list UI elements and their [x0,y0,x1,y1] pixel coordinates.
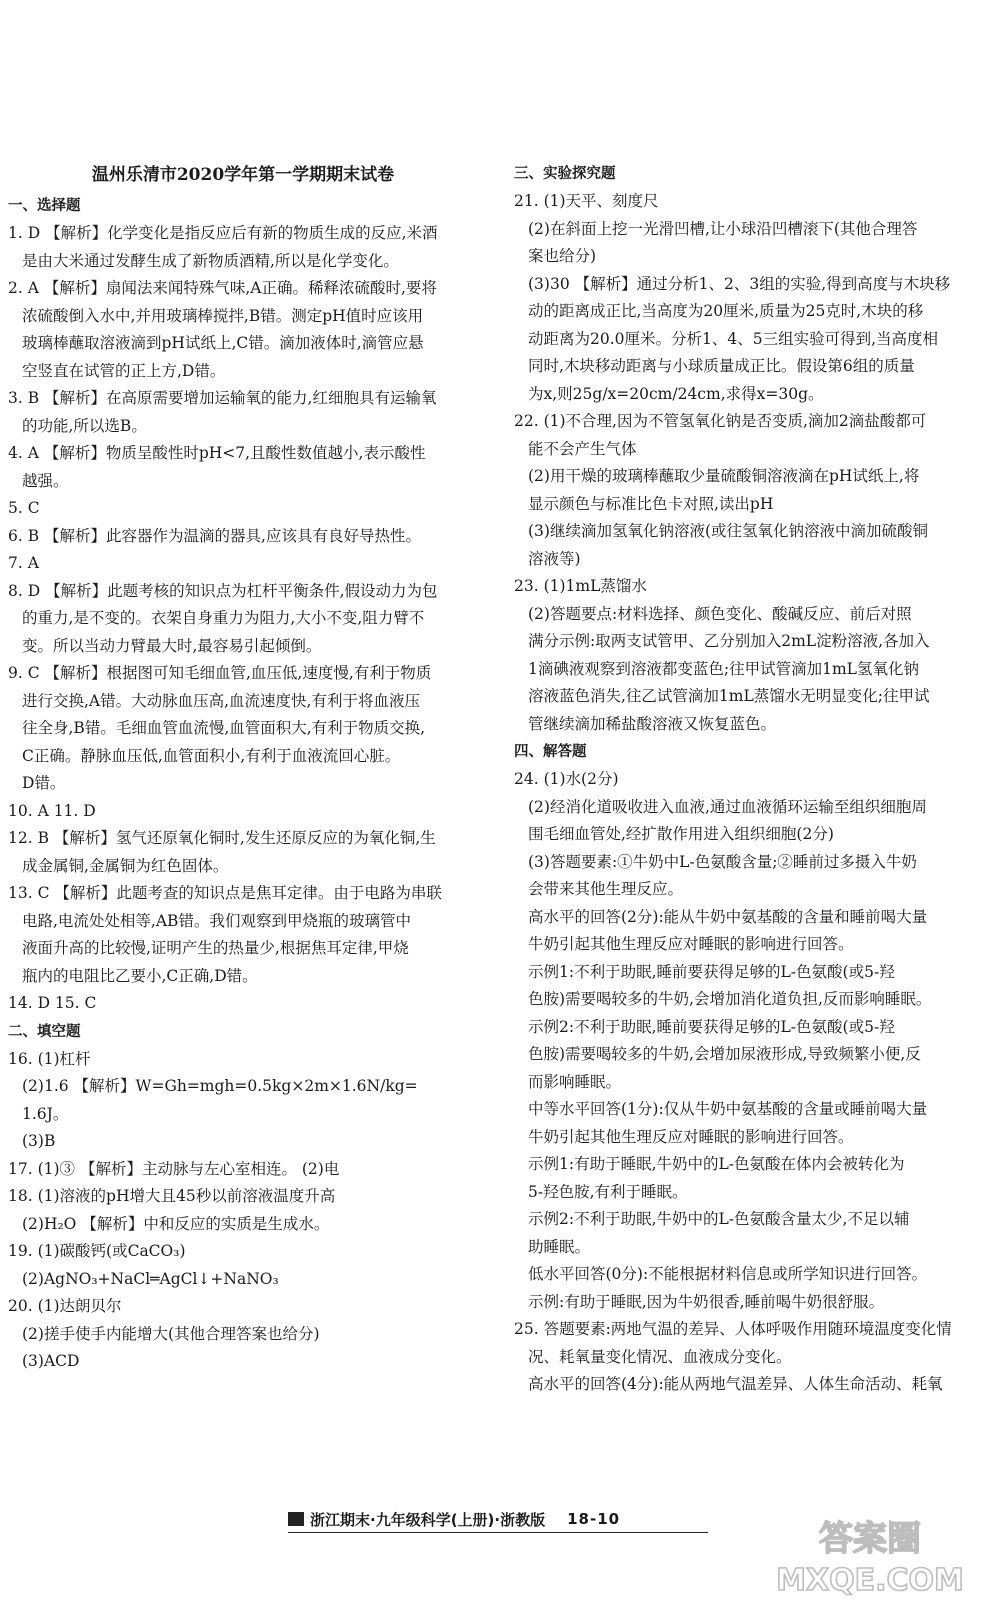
question-line: 12. B 【解析】氢气还原氧化铜时,发生还原反应的为氧化铜,生 [8,829,436,847]
answer-line: 往全身,B错。毛细血管血流慢,血管面积大,有利于物质交换, [22,719,426,737]
answer-line: 同时,木块移动距离与小球质量成正比。假设第6组的质量 [528,357,915,375]
answer-line: 溶液蓝色消失,往乙试管滴加1mL蒸馏水无明显变化;往甲试 [528,687,930,705]
page-number: 18-10 [567,1510,621,1528]
question-line: 22. (1)不合理,因为不管氢氧化钠是否变质,滴加2滴盐酸都可 [514,412,927,430]
section-heading: 二、填空题 [8,1023,81,1040]
answer-line: 进行交换,A错。大动脉血压高,血流速度快,有利于将血液压 [22,691,420,710]
answer-line: C正确。静脉血压低,血管面积小,有利于血液流回心脏。 [22,746,401,765]
watermark-url: MXQE.COM [776,1563,964,1598]
answer-line: 中等水平回答(1分):仅从牛奶中氨基酸的含量或睡前喝大量 [528,1100,928,1118]
answer-line: 动的距离成正比,当高度为20厘米,质量为25克时,木块的移 [528,302,924,320]
right-column-body [514,160,988,1399]
answer-line: 满分示例:取两支试管甲、乙分别加入2mL淀粉溶液,各加入 [528,632,930,650]
right-column [514,160,988,1399]
answer-line: (3)30 【解析】通过分析1、2、3组的实验,得到高度与木块移 [528,274,951,293]
answer-line: (2)1.6 【解析】W=Gh=mgh=0.5kg×2m×1.6N/kg= [22,1077,418,1095]
answer-line: 高水平的回答(4分):能从两地气温差异、人体生命活动、耗氧 [528,1375,943,1393]
answer-line: (2)用干燥的玻璃棒蘸取少量硫酸铜溶液滴在pH试纸上,将 [528,467,920,485]
answer-line: (2)经消化道吸收进入血液,通过血液循环运输至组织细胞周 [528,797,927,816]
left-column [8,160,478,1376]
answer-line: 空竖直在试管的正上方,D错。 [22,361,226,380]
question-line: 23. (1)1mL蒸馏水 [514,577,647,595]
answer-line: 1.6J。 [22,1104,69,1123]
answer-line: 示例1:不利于助眠,睡前要获得足够的L-色氨酸(或5-羟 [528,962,895,981]
answer-line: (2)搓手使手内能增大(其他合理答案也给分) [22,1324,320,1343]
answer-line: 变。所以当动力臂最大时,最容易引起倾倒。 [22,636,322,655]
answer-line: (3)答题要素:①牛奶中L-色氨酸含量;②睡前过多摄入牛奶 [528,852,917,871]
question-line: 5. C [8,499,40,517]
question-line: 1. D 【解析】化学变化是指反应后有新的物质生成的反应,米酒 [8,224,438,242]
answer-line: 显示颜色与标准比色卡对照,读出pH [528,494,774,513]
answer-line: 能不会产生气体 [528,439,637,458]
section-heading: 三、实验探究题 [514,166,616,182]
question-line: 2. A 【解析】扇闻法来闻特殊气味,A正确。稀释浓硫酸时,要将 [8,279,437,297]
answer-line: 浓硫酸倒入水中,并用玻璃棒搅拌,B错。测定pH值时应该用 [22,306,424,325]
answer-line: 色胺)需要喝较多的牛奶,会增加尿液形成,导致频繁小便,反 [528,1045,921,1063]
watermark-logo [760,1512,980,1598]
answer-line: 液面升高的比较慢,证明产生的热量少,根据焦耳定律,甲烧 [22,939,409,957]
answer-line: 玻璃棒蘸取溶液滴到pH试纸上,C错。滴加液体时,滴管应悬 [22,334,424,352]
answer-line: 而影响睡眠。 [528,1072,622,1091]
footer-block-icon [288,1512,304,1526]
answer-line: (2)答题要点:材料选择、颜色变化、酸碱反应、前后对照 [528,604,912,623]
answer-line: 管继续滴加稀盐酸溶液又恢复蓝色。 [528,714,777,733]
section-heading: 四、解答题 [514,744,587,760]
question-line: 16. (1)杠杆 [8,1049,91,1068]
page-title: 温州乐清市2020学年第一学期期末试卷 [91,165,395,185]
left-column-body [8,192,478,1376]
answer-line: 会带来其他生理反应。 [528,880,684,898]
answer-line: 牛奶引起其他生理反应对睡眠的影响进行回答。 [528,1127,854,1146]
question-line: 25. 答题要素:两地气温的差异、人体呼吸作用随环境温度变化情 [514,1320,952,1338]
answer-line: 成金属铜,金属铜为红色固体。 [22,856,229,875]
answer-line: 助睡眠。 [528,1237,591,1256]
answer-line: 示例1:有助于睡眠,牛奶中的L-色氨酸在体内会被转化为 [528,1155,905,1173]
answer-line: 牛奶引起其他生理反应对睡眠的影响进行回答。 [528,935,854,953]
answer-line: 案也给分) [528,247,597,265]
answer-line: 高水平的回答(2分):能从牛奶中氨基酸的含量和睡前喝大量 [528,907,928,926]
answer-line: 5-羟色胺,有利于睡眠。 [528,1182,688,1201]
answer-line: D错。 [22,774,66,792]
answer-line: 越强。 [22,471,69,490]
answer-line: (3)继续滴加氢氧化钠溶液(或往氢氧化钠溶液中滴加硫酸铜 [528,522,929,540]
question-line: 24. (1)水(2分) [514,770,619,788]
answer-line: 的功能,所以选B。 [22,416,147,435]
answer-line: 示例2:不利于助眠,牛奶中的L-色氨酸含量太少,不足以辅 [528,1210,910,1228]
question-line: 14. D 15. C [8,994,97,1012]
question-line: 21. (1)天平、刻度尺 [514,192,659,210]
answer-line: 围毛细血管处,经扩散作用进入组织细胞(2分) [528,825,834,843]
answer-line: 电路,电流处处相等,AB错。我们观察到甲烧瓶的玻璃管中 [22,911,411,930]
answer-line: 溶液等) [528,549,581,568]
question-line: 20. (1)达朗贝尔 [8,1297,122,1315]
section-heading: 一、选择题 [8,198,81,214]
answer-line: (3)B [22,1132,56,1150]
watermark-logo-text: 答案圈 [819,1519,921,1559]
answer-line: (2)在斜面上挖一光滑凹槽,让小球沿凹槽滚下(其他合理答 [528,219,918,238]
answer-line: 为x,则25g/x=20cm/24cm,求得x=30g。 [528,384,824,403]
answer-line: 示例:有助于睡眠,因为牛奶很香,睡前喝牛奶很舒服。 [528,1292,885,1311]
answer-line: 1滴碘液观察到溶液都变蓝色;往甲试管滴加1mL氢氧化钠 [528,659,919,678]
answer-line: 瓶内的电阻比乙要小,C正确,D错。 [22,966,258,985]
question-line: 9. C 【解析】根据图可知毛细血管,血压低,速度慢,有利于物质 [8,664,432,682]
question-line: 10. A 11. D [8,801,96,820]
answer-line: 的重力,是不变的。衣架自身重力为阻力,大小不变,阻力臂不 [22,609,425,627]
question-line: 4. A 【解析】物质呈酸性时pH<7,且酸性数值越小,表示酸性 [8,444,426,462]
answer-line: 是由大米通过发酵生成了新物质酒精,所以是化学变化。 [22,251,399,270]
page-footer [288,1506,708,1533]
question-line: 17. (1)③ 【解析】主动脉与左心室相连。 (2)电 [8,1159,340,1178]
answer-line: 低水平回答(0分):不能根据材料信息或所学知识进行回答。 [528,1265,928,1283]
question-line: 8. D 【解析】此题考核的知识点为杠杆平衡条件,假设动力为包 [8,581,438,600]
answer-line: 动距离为20.0厘米。分析1、4、5三组实验可得到,当高度相 [528,329,939,348]
answer-line: 色胺)需要喝较多的牛奶,会增加消化道负担,反而影响睡眠。 [528,990,932,1008]
answer-line: 示例2:不利于助眠,睡前要获得足够的L-色氨酸(或5-羟 [528,1017,895,1036]
question-line: 18. (1)溶液的pH增大且45秒以前溶液温度升高 [8,1187,336,1205]
answer-line: 况、耗氧量变化情况、血液成分变化。 [528,1347,792,1366]
question-line: 6. B 【解析】此容器作为温滴的器具,应该具有良好导热性。 [8,526,421,545]
question-line: 3. B 【解析】在高原需要增加运输氧的能力,红细胞具有运输氧 [8,389,437,407]
question-line: 13. C 【解析】此题考查的知识点是焦耳定律。由于电路为串联 [8,884,442,902]
answer-line: (2)AgNO₃+NaCl═AgCl↓+NaNO₃ [22,1269,279,1288]
answer-line: (2)H₂O 【解析】中和反应的实质是生成水。 [22,1214,330,1233]
question-line: 19. (1)碳酸钙(或CaCO₃) [8,1242,186,1260]
answer-line: (3)ACD [22,1352,80,1370]
question-line: 7. A [8,554,39,572]
footer-book-title: 浙江期末·九年级科学(上册)·浙教版 [310,1510,546,1529]
